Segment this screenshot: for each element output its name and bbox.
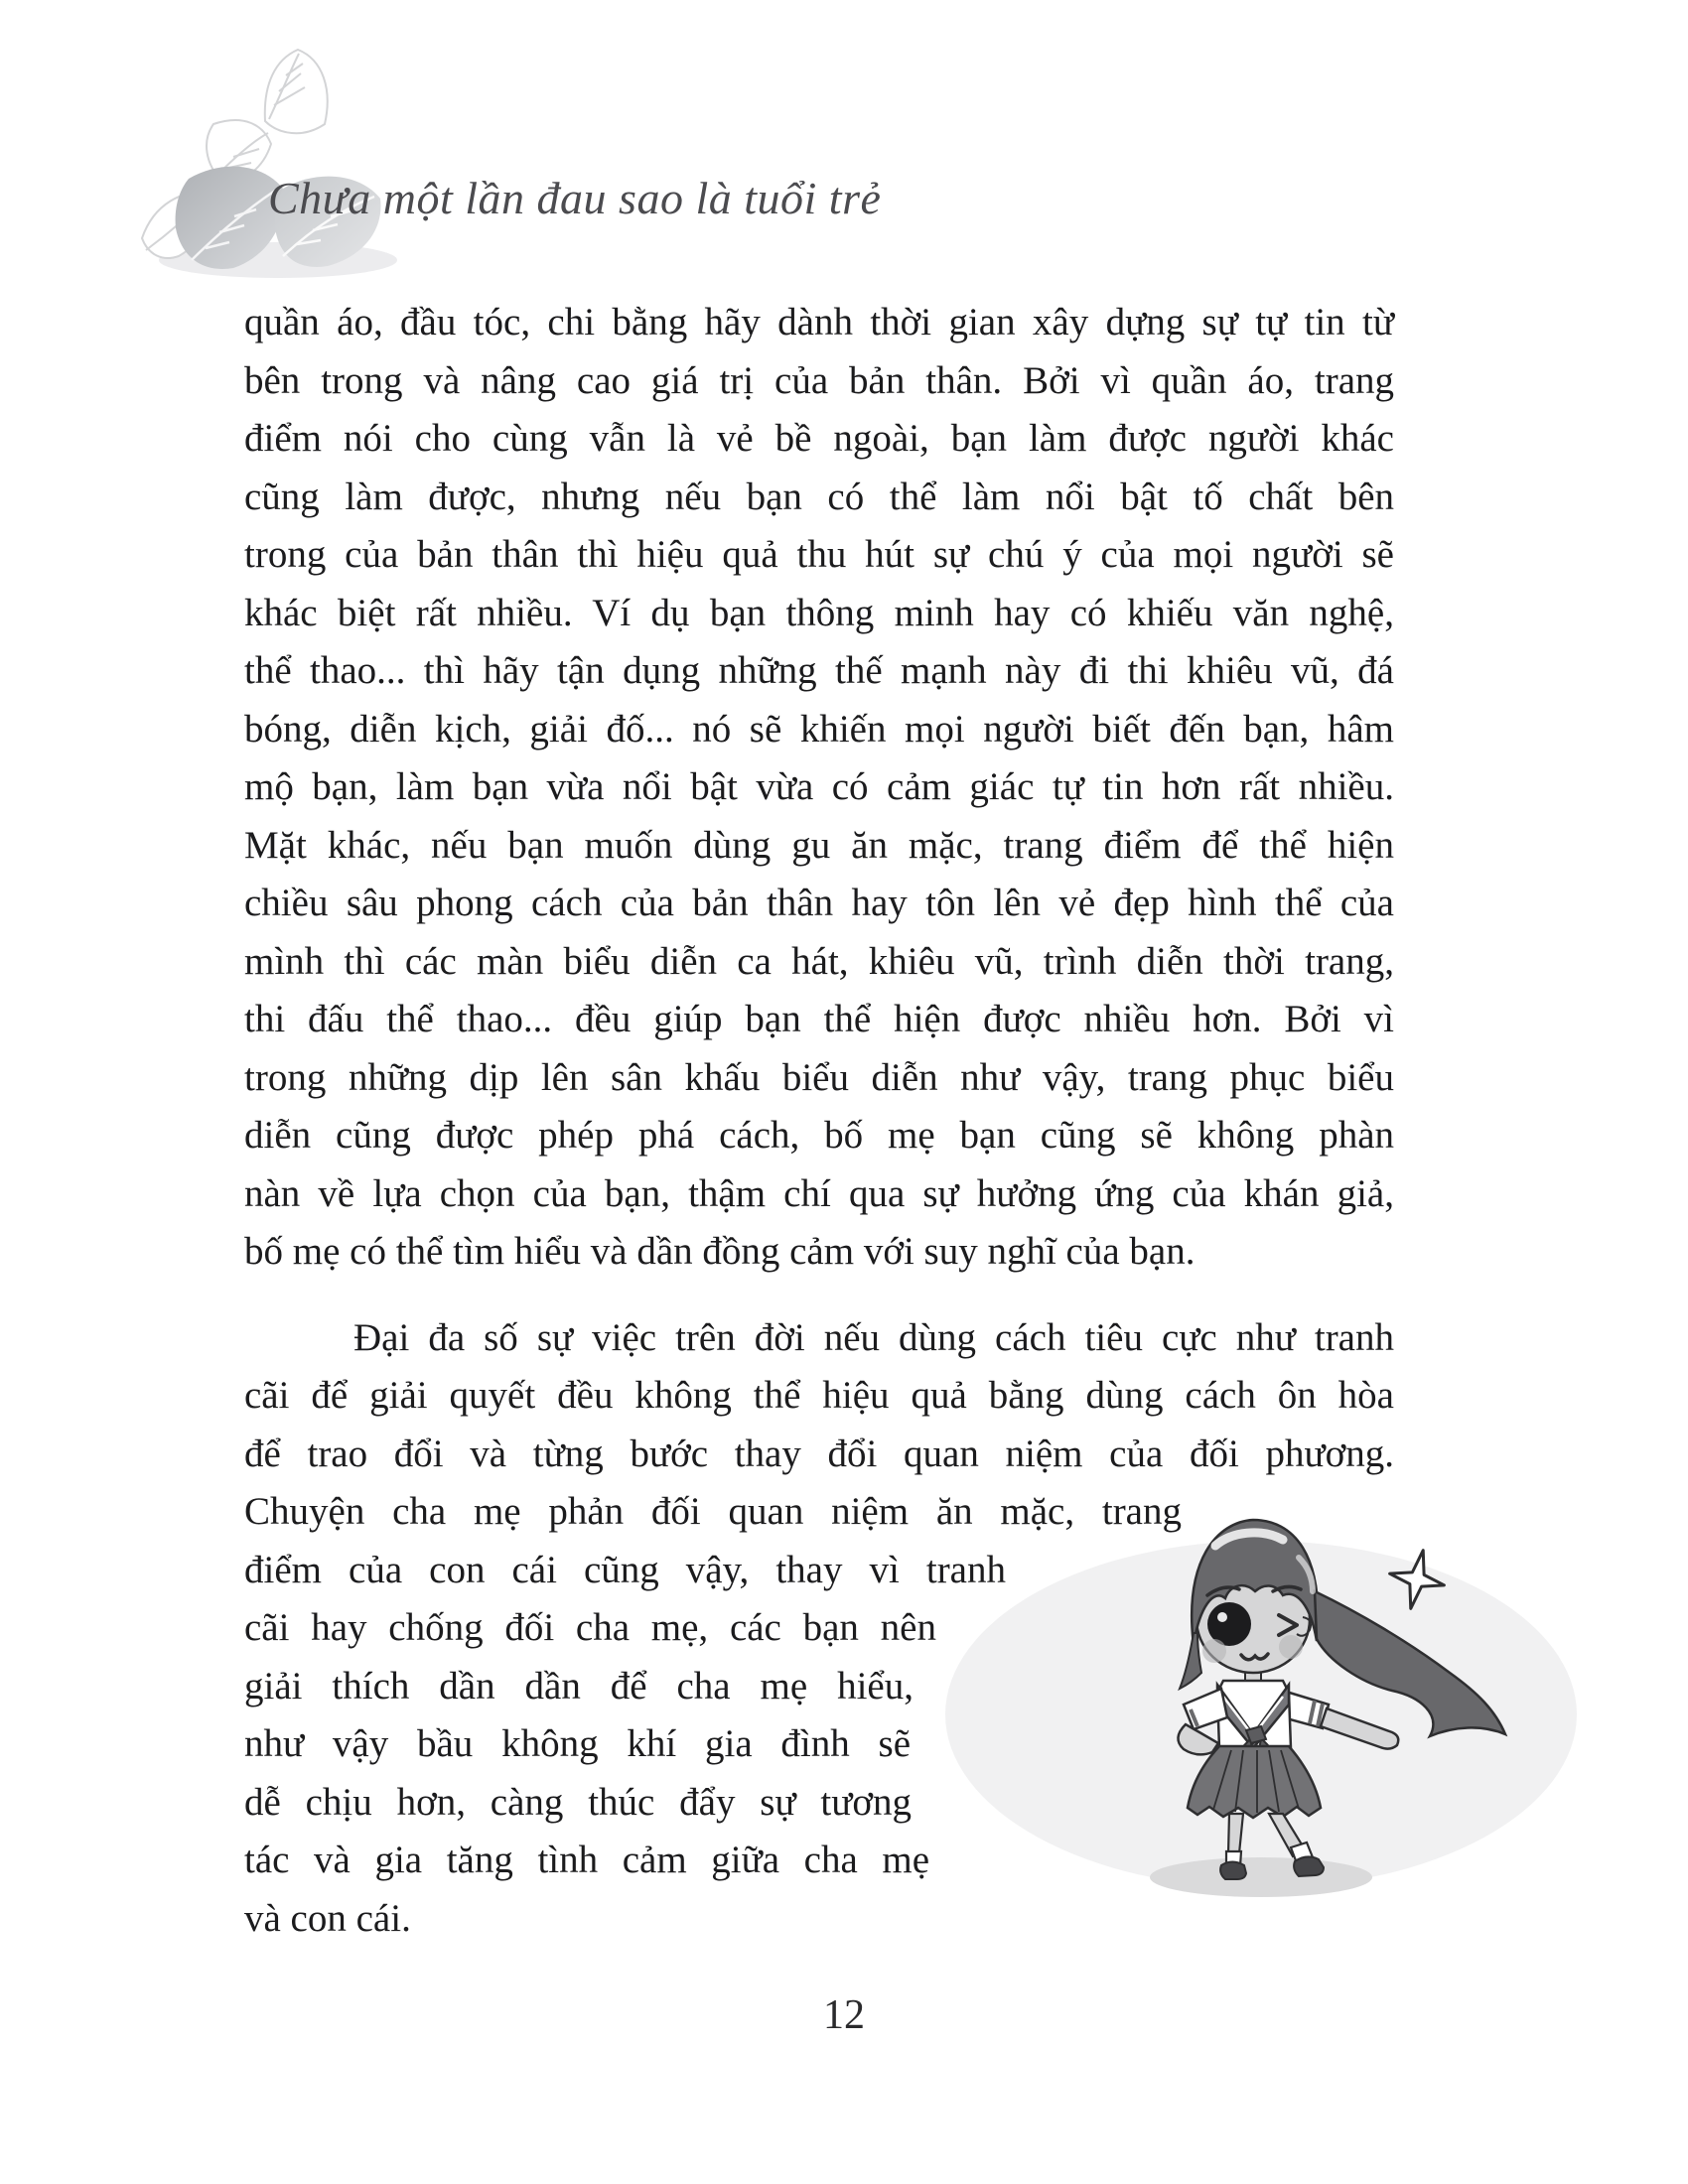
leaves-icon xyxy=(94,30,432,278)
text-line: chiều sâu phong cách của bản thân hay tôn lên vẻ đẹp hình thể của xyxy=(244,882,1394,924)
text-line: Đại đa số sự việc trên đời nếu dùng cách tiêu cực như tranh xyxy=(353,1315,1394,1359)
text-line: như vậy bầu không khí gia đình sẽ xyxy=(244,1722,911,1765)
text-line: tác và gia tăng tình cảm giữa cha mẹ xyxy=(244,1839,929,1881)
text-line: bóng, diễn kịch, giải đố... nó sẽ khiến mọi người biết đến bạn, hâm xyxy=(244,707,1394,751)
ground-shadow xyxy=(1150,1857,1372,1897)
text-line: Mặt khác, nếu bạn muốn dùng gu ăn mặc, trang điểm để thể hiện xyxy=(244,823,1394,867)
text-line: quần áo, đầu tóc, chi bằng hãy dành thời gian xây dựng sự tự tin từ xyxy=(244,301,1394,343)
text-line: bên trong và nâng cao giá trị của bản thân. Bởi vì quần áo, trang xyxy=(244,358,1394,402)
text-line: trong những dịp lên sân khấu biểu diễn như vậy, trang phục biểu xyxy=(244,1055,1394,1099)
text-line: cãi hay chống đối cha mẹ, các bạn nên xyxy=(244,1606,936,1649)
text-line: giải thích dần dần để cha mẹ hiểu, xyxy=(244,1664,914,1707)
page-number: 12 xyxy=(823,1992,865,2038)
text-line: mình thì các màn biểu diễn ca hát, khiêu vũ, trình diễn thời trang, xyxy=(244,939,1394,983)
text-line: nàn về lựa chọn của bạn, thậm chí qua sự hưởng ứng của khán giả, xyxy=(244,1171,1394,1215)
text-line: cãi để giải quyết đều không thể hiệu quả bằng dùng cách ôn hòa xyxy=(244,1374,1394,1417)
text-line: điểm của con cái cũng vậy, thay vì tranh xyxy=(244,1548,1006,1591)
text-line: điểm nói cho cùng vẫn là vẻ bề ngoài, bạn làm được người khác xyxy=(244,417,1394,460)
text-line: bố mẹ có thể tìm hiểu và dần đồng cảm với suy nghĩ của bạn. xyxy=(244,1230,1196,1273)
text-line: và con cái. xyxy=(244,1896,411,1940)
text-line: diễn cũng được phép phá cách, bố mẹ bạn cũng sẽ không phàn xyxy=(244,1114,1394,1157)
text-line: Chuyện cha mẹ phản đối quan niệm ăn mặc, trang xyxy=(244,1490,1182,1533)
text-line: thể thao... thì hãy tận dụng những thế mạnh này đi thi khiêu vũ, đá xyxy=(244,649,1394,692)
text-line: để trao đổi và từng bước thay đổi quan niệm của đối phương. xyxy=(244,1432,1394,1475)
page-header-title: Chưa một lần đau sao là tuổi trẻ xyxy=(268,173,882,223)
text-line: mộ bạn, làm bạn vừa nổi bật vừa có cảm giác tự tin hơn rất nhiều. xyxy=(244,765,1394,808)
text-line: khác biệt rất nhiều. Ví dụ bạn thông minh hay có khiếu văn nghệ, xyxy=(244,591,1394,634)
paragraph xyxy=(244,294,1394,1282)
schoolgirl-illustration xyxy=(933,1484,1589,1911)
text-line: dễ chịu hơn, càng thúc đẩy sự tương xyxy=(244,1780,912,1824)
text-line: trong của bản thân thì hiệu quả thu hút sự chú ý của mọi người sẽ xyxy=(244,533,1394,576)
text-line: cũng làm được, nhưng nếu bạn có thể làm nổi bật tố chất bên xyxy=(244,475,1394,518)
text-line: thi đấu thể thao... đều giúp bạn thể hiện được nhiều hơn. Bởi vì xyxy=(244,998,1394,1040)
